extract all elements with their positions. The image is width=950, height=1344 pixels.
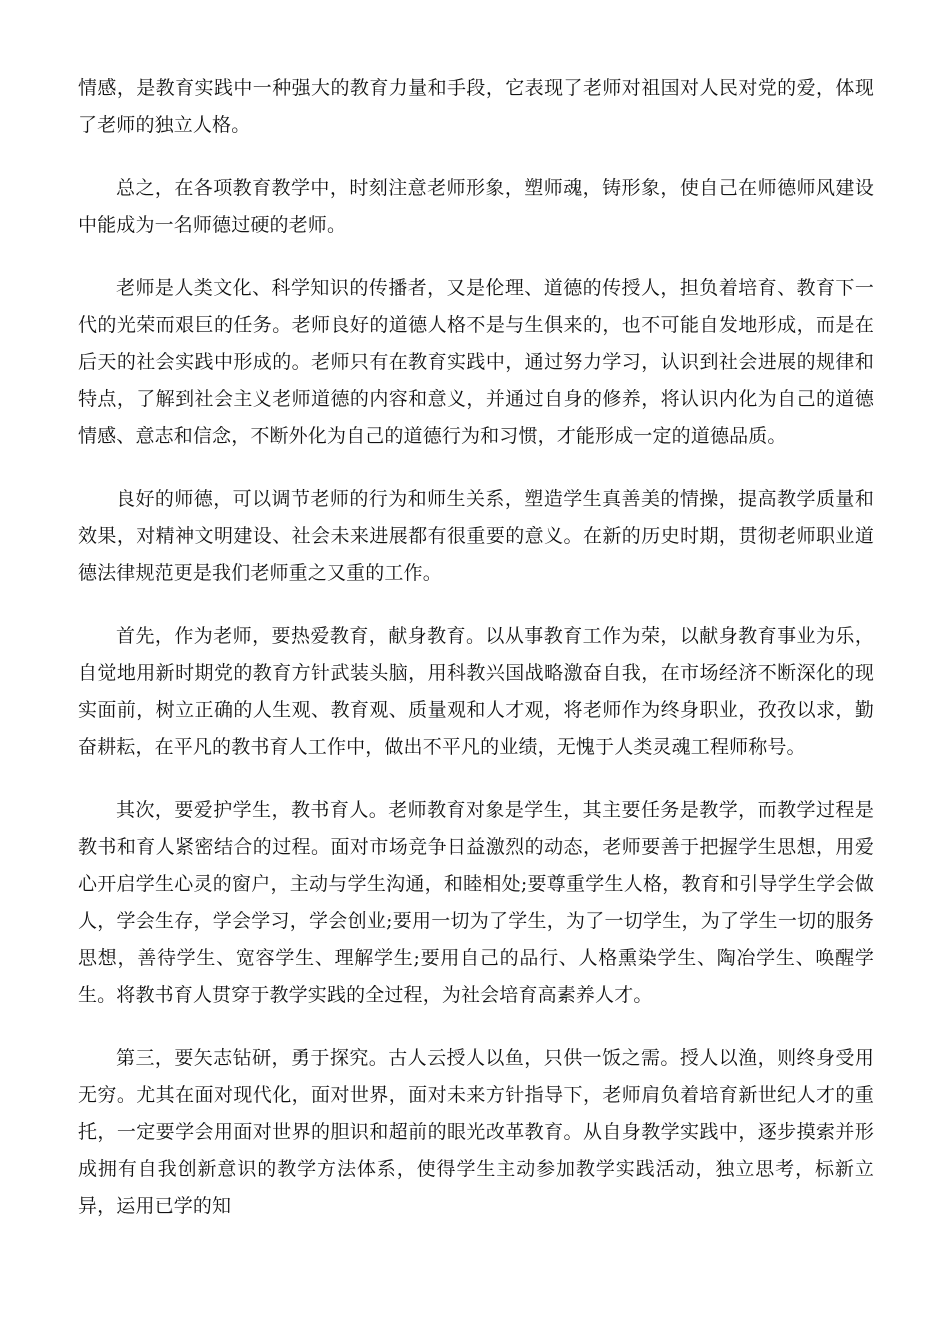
paragraph-second-point: 其次，要爱护学生，教书育人。老师教育对象是学生，其主要任务是教学，而教学过程是教书和育人紧密结合的过程。面对市场竞争日益激烈的动态，老师要善于把握学生思想，用爱心开启学生心灵的窗户，主动与学生沟通，和睦相处;要尊重学生人格，教育和引导学生学会做人，学会生存，学会学习，学会创业;要用一切为了学生，为了一切学生，为了学生一切的服务思想，善待学生、宽容学生、理解学生;要用自己的品行、人格熏染学生、陶冶学生、唤醒学生。将教书育人贯穿于教学实践的全过程，为社会培育高素养人才。 xyxy=(78,799,874,1006)
paragraph-third-point: 第三，要矢志钻研，勇于探究。古人云授人以鱼，只供一饭之需。授人以渔，则终身受用无穷。尤其在面对现代化，面对世界，面对未来方针指导下，老师肩负着培育新世纪人才的重托，一定要学会用面对世界的胆识和超前的眼光改革教育。从自身教学实践中，逐步摸索并形成拥有自我创新意识的教学方法体系，使得学生主动参加教学实践活动，独立思考，标新立异，运用已学的知 xyxy=(78,1047,874,1217)
paragraph-teacher-ethics: 良好的师德，可以调节老师的行为和师生关系，塑造学生真善美的情操，提高教学质量和效果，对精神文明建设、社会未来进展都有很重要的意义。在新的历史时期，贯彻老师职业道德法律规范更是我们老师重之又重的工作。 xyxy=(78,488,874,584)
document-page xyxy=(78,70,874,1251)
paragraph-conclusion: 总之，在各项教育教学中，时刻注意老师形象，塑师魂，铸形象，使自己在师德师风建设中能成为一名师德过硬的老师。 xyxy=(78,177,874,236)
paragraph-teacher-role: 老师是人类文化、科学知识的传播者，又是伦理、道德的传授人，担负着培育、教育下一代的光荣而艰巨的任务。老师良好的道德人格不是与生俱来的，也不可能自发地形成，而是在后天的社会实践中形成的。老师只有在教育实践中，通过努力学习，认识到社会进展的规律和特点，了解到社会主义老师道德的内容和意义，并通过自身的修养，将认识内化为自己的道德情感、意志和信念，不断外化为自己的道德行为和习惯，才能形成一定的道德品质。 xyxy=(78,277,874,447)
paragraph-first-point: 首先，作为老师，要热爱教育，献身教育。以从事教育工作为荣，以献身教育事业为乐，自觉地用新时期党的教育方针武装头脑，用科教兴国战略激奋自我，在市场经济不断深化的现实面前，树立正确的人生观、教育观、质量观和人才观，将老师作为终身职业，孜孜以求，勤奋耕耘，在平凡的教书育人工作中，做出不平凡的业绩，无愧于人类灵魂工程师称号。 xyxy=(78,625,874,758)
paragraph-continuation: 情感，是教育实践中一种强大的教育力量和手段，它表现了老师对祖国对人民对党的爱，体现了老师的独立人格。 xyxy=(78,77,874,136)
